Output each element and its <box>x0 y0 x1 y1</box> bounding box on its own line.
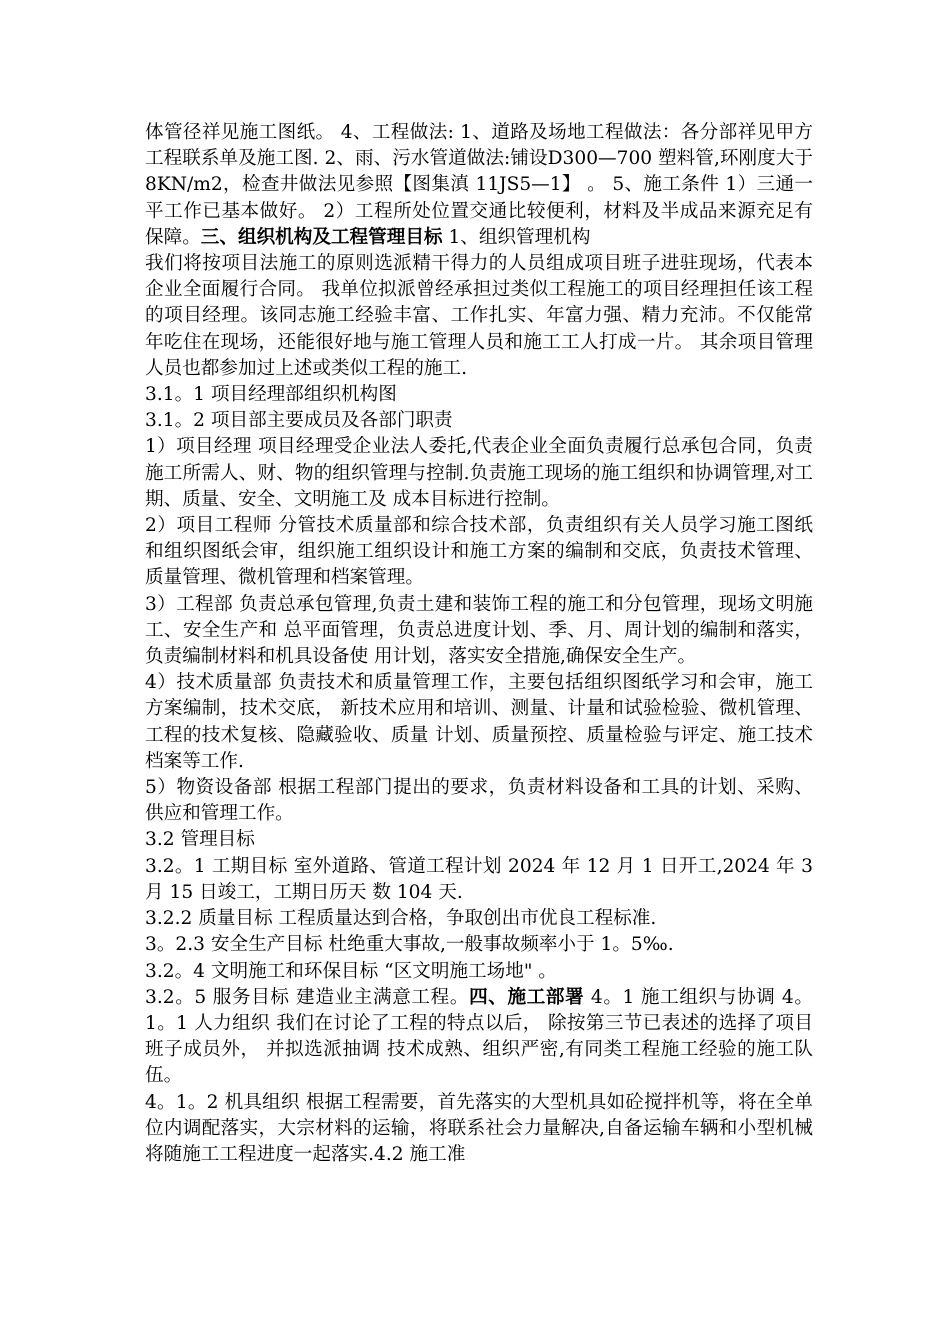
paragraph-civilized-goal: 3.2。4 文明施工和环保目标 “区文明施工场地" 。 <box>145 960 557 982</box>
paragraph-materials-dept: 5）物资设备部 根据工程部门提出的要求，负责材料设备和工具的计划、采购、供应和管理工作。 <box>145 777 813 825</box>
paragraph-schedule-goal: 3.2。1 工期目标 室外道路、管道工程计划 2024 年 12 月 1 日开工,2024 年 3 月 15 日竣工，工期日历天 数 104 天. <box>145 855 813 903</box>
subheading-org-chart: 3.1。1 项目经理部组织机构图 <box>145 384 397 406</box>
section-heading-deployment: 四、施工部署 <box>469 986 585 1008</box>
subheading-member-duties: 3.1。2 项目部主要成员及各部门职责 <box>145 410 453 432</box>
text-service-goal: 3.2。5 服务目标 建造业主满意工程。 <box>145 986 470 1008</box>
text-engineering-methods: 体管径祥见施工图纸。 4、工程做法: 1、道路及场地工程做法：各分部祥见甲方工程联系单及施工图. 2、雨、污水管道做法:铺设D300—700 塑料管,环刚度大于 8KN/m2，检查井做法见参照【图集滇 11JS5—1】 。 5、施工条件 1）三通一平工作已基本做好。 2）工程所处位置交通比较便利，材料及半成品来源充足有保障。 <box>145 122 813 248</box>
text-org-management: 1、组织管理机构 <box>442 226 591 248</box>
paragraph-quality-goal: 3.2.2 质量目标 工程质量达到合格，争取创出市优良工程标准. <box>145 908 657 930</box>
paragraph-service-goal <box>145 985 813 1090</box>
paragraph-project-engineer: 2）项目工程师 分管技术质量部和综合技术部，负责组织有关人员学习施工图纸和组织图纸会审，组织施工组织设计和施工方案的编制和交底，负责技术管理、质量管理、微机管理和档案管理。 <box>145 515 813 589</box>
document-body <box>145 120 813 1168</box>
paragraph-engineering-dept: 3）工程部 负责总承包管理,负责土建和装饰工程的施工和分包管理，现场文明施工、安全生产和 总平面管理，负责总进度计划、季、月、周计划的编制和落实，负责编制材料和机具设备使 用计划，落实安全措施,确保安全生产。 <box>145 593 813 668</box>
paragraph-quality-dept: 4）技术质量部 负责技术和质量管理工作，主要包括组织图纸学习和会审，施工方案编制，技术交底， 新技术应用和培训、测量、计量和试验检验、微机管理、工程的技术复核、隐藏验收、质量 计划、质量预控、质量检验与评定、施工技术档案等工作. <box>145 672 813 772</box>
paragraph-project-manager: 1）项目经理 项目经理受企业法人委托,代表企业全面负责履行总承包合同，负责施工所需人、财、物的组织管理与控制.负责施工现场的施工组织和协调管理,对工期、质量、安全、文明施工及 成本目标进行控制。 <box>145 436 813 510</box>
text-manpower-organization: 4。1 施工组织与协调 4。1。1 人力组织 我们在讨论了工程的特点以后， 除按第三节已表述的选择了项目班子成员外， 并拟选派抽调 技术成熟、组织严密,有同类工程施工经验的施工队伍。 <box>145 986 813 1087</box>
paragraph-project-team: 我们将按项目法施工的原则选派精干得力的人员组成项目班子进驻现场，代表本企业全面履行合同。 我单位拟派曾经承担过类似工程施工的项目经理担任该工程的项目经理。该同志施工经验丰富、工作扎实、年富力强、精力充沛。不仅能常年吃住在现场，还能很好地与施工管理人员和施工工人打成一片。 其余项目管理人员也都参加过上述或类似工程的施工. <box>145 253 813 379</box>
paragraph-equipment-organization: 4。1。2 机具组织 根据工程需要，首先落实的大型机具如砼搅拌机等，将在全单位内调配落实，大宗材料的运输，将联系社会力量解决,自备运输车辆和小型机械将随施工工程进度一起落实.4.2 施工准 <box>145 1091 813 1165</box>
subheading-management-goals: 3.2 管理目标 <box>145 829 255 851</box>
section-heading-organization: 三、组织机构及工程管理目标 <box>200 226 443 248</box>
paragraph-project-conditions <box>145 120 813 251</box>
paragraph-safety-goal: 3。2.3 安全生产目标 杜绝重大事故,一般事故频率小于 1。5‰. <box>145 934 674 956</box>
